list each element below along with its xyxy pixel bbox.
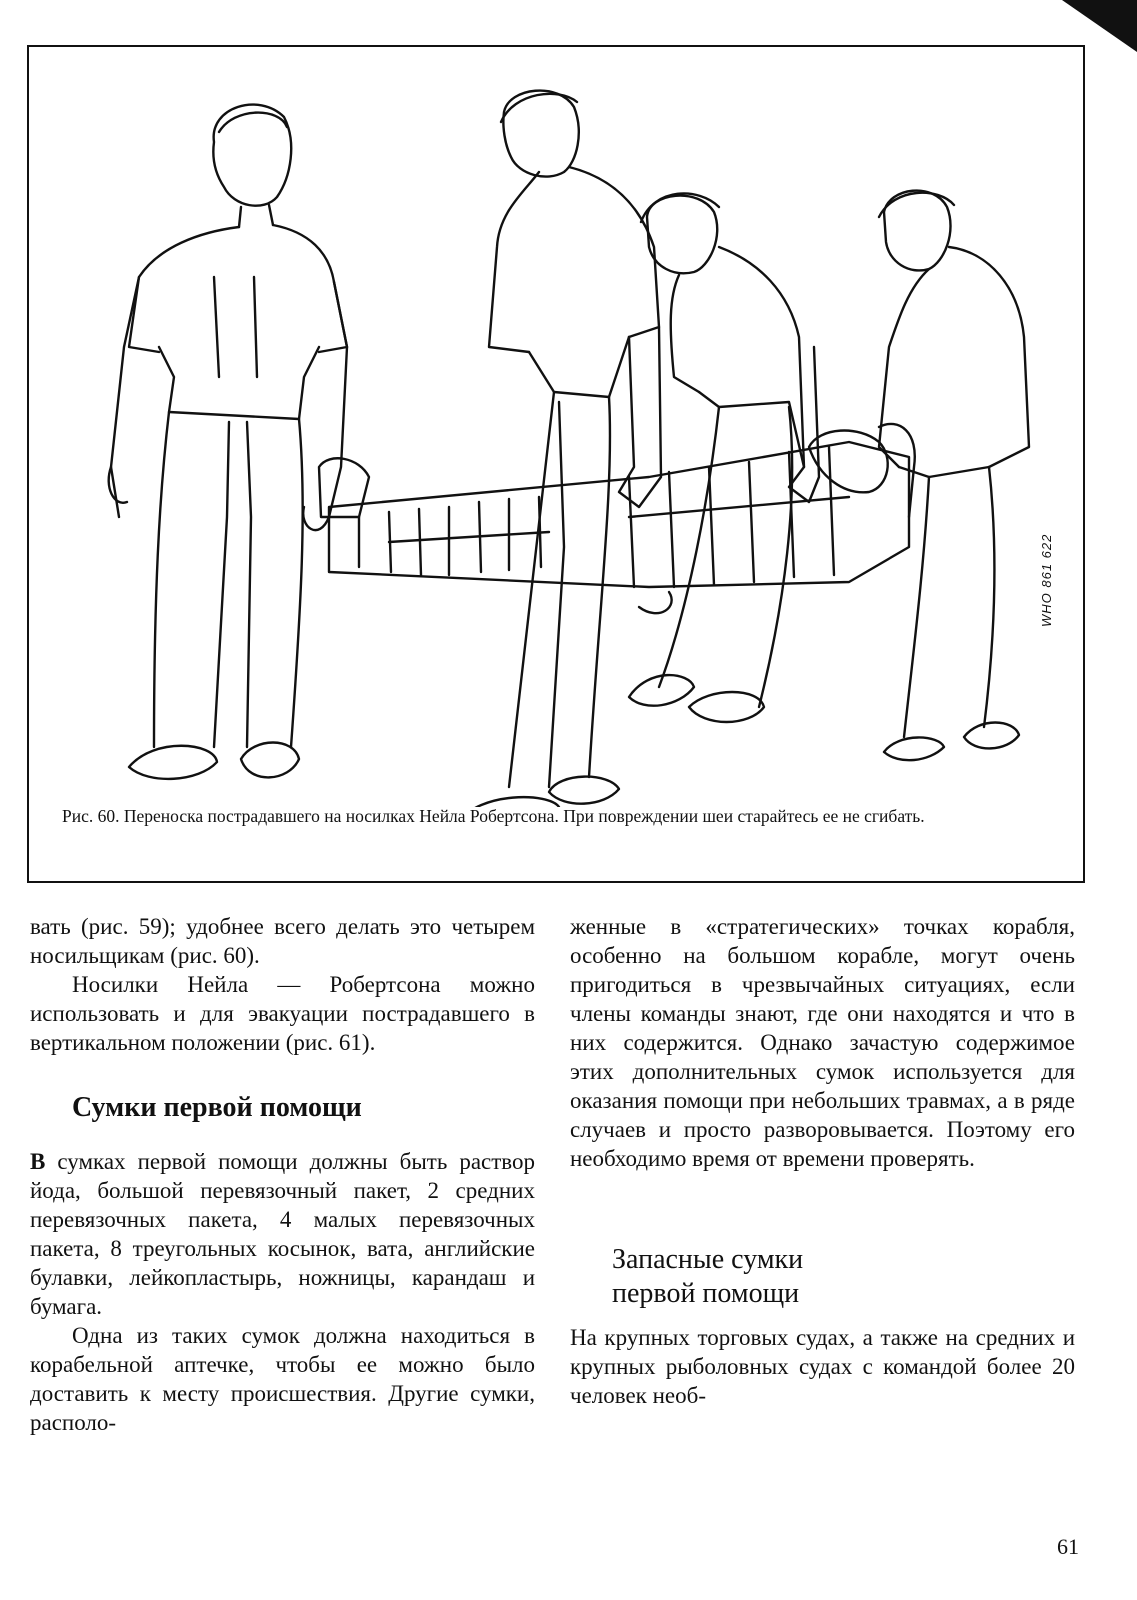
page-number: 61: [1057, 1534, 1079, 1559]
left-text-column: [30, 912, 535, 1437]
paragraph: [30, 1147, 535, 1321]
figure-reference-code: WHO 861 622: [1039, 533, 1054, 627]
stretcher-carry-illustration: [29, 47, 1083, 807]
stretcher-figure: [319, 424, 915, 613]
figure-caption-label: Рис. 60.: [62, 806, 120, 826]
middle-bearer-figure: [629, 193, 819, 722]
figure-60: [27, 45, 1085, 883]
section-heading-first-aid-bags: Сумки первой помощи: [72, 1092, 362, 1123]
standing-bearer-figure: [109, 105, 347, 779]
heading-line: первой помощи: [612, 1278, 800, 1309]
rear-bearer-figure: [879, 191, 1029, 761]
paragraph: женные в «стратегических» точках корабля, особенно на большом корабле, могут очень пригодиться в чрезвычайных ситуациях, если члены команды знают, где они находятся и что в них содержится. Однако зачастую содержимое этих дополнительных сумок используется для оказания помощи при небольших травмах, а в ряде случаев и просто разворовывается. Поэтому его необходимо время от времени проверять.: [570, 914, 1075, 1171]
lead-letter: В: [30, 1149, 46, 1174]
paragraph: вать (рис. 59); удобнее всего делать это четырем носильщикам (рис. 60).: [30, 914, 535, 968]
heading-line: Запасные сумки: [612, 1244, 804, 1275]
figure-caption-text: Переноска пострадавшего на носилках Нейла Робертсона. При повреждении шеи старайтесь ее не сгибать.: [123, 806, 925, 826]
paragraph: Носилки Нейла — Робертсона можно использовать и для эвакуации пострадавшего в вертикальном положении (рис. 61).: [30, 972, 535, 1055]
figure-caption: [62, 805, 1052, 827]
paragraph: Одна из таких сумок должна находиться в корабельной аптечке, чтобы ее можно было доставить к месту происшествия. Другие сумки, располо-: [30, 1323, 535, 1435]
paragraph-text: сумках первой помощи должны быть раствор йода, большой перевязочный пакет, 2 средних перевязочных пакета, 4 малых перевязочных пакета, 8 треугольных косынок, вата, английские булавки, лейкопластырь, ножницы, карандаш и бумага.: [30, 1149, 535, 1319]
paragraph: На крупных торговых судах, а также на средних и крупных рыболовных судах с командой более 20 человек необ-: [570, 1325, 1075, 1408]
section-heading-spare-bags: [612, 1243, 1075, 1311]
right-text-column: [570, 912, 1075, 1410]
